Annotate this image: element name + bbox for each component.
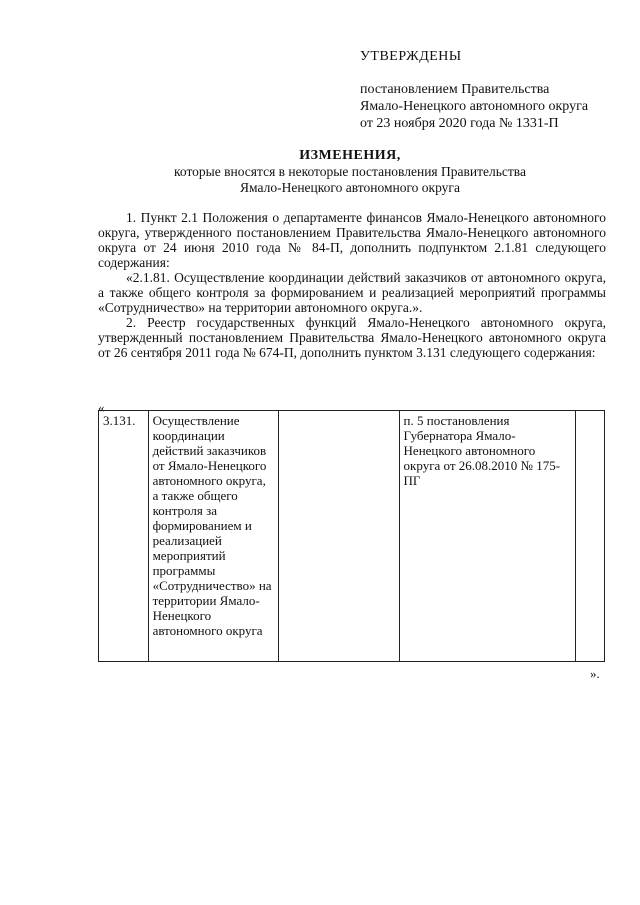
approval-line: от 23 ноября 2020 года № 1331-П	[360, 116, 559, 131]
document-body	[98, 210, 606, 360]
title-sub-line: которые вносятся в некоторые постановления Правительства	[174, 164, 526, 179]
approval-line: постановлением Правительства	[360, 82, 550, 97]
cell-empty	[279, 411, 399, 662]
document-title	[95, 148, 605, 196]
paragraph-1: 1. Пункт 2.1 Положения о департаменте финансов Ямало-Ненецкого автономного округа, утвержденного постановлением Правительства Ямало-Ненецкого автономного округа от 24 июня 2010 года № 84-П, дополнить подпунктом 2.1.81 следующего содержания:	[98, 210, 606, 270]
title-sub-line: Ямало-Ненецкого автономного округа	[240, 180, 460, 195]
paragraph-1-quote: «2.1.81. Осуществление координации действий заказчиков от автономного округа, а также общего контроля за формированием и реализацией мероприятий программы «Сотрудничество» на территории автономного округа.».	[98, 270, 606, 315]
quote-open-mark: «	[98, 400, 105, 415]
quote-close-mark: ».	[590, 666, 600, 681]
cell-empty	[575, 411, 604, 662]
approval-heading: УТВЕРЖДЕНЫ	[360, 49, 462, 64]
approval-line: Ямало-Ненецкого автономного округа	[360, 99, 589, 114]
table-row	[99, 411, 605, 662]
cell-number: 3.131.	[99, 411, 149, 662]
paragraph-2: 2. Реестр государственных функций Ямало-Ненецкого автономного округа, утвержденный постановлением Правительства Ямало-Ненецкого автономного округа от 26 сентября 2011 года № 674-П, дополнить пунктом 3.131 следующего содержания:	[98, 315, 606, 360]
cell-basis: п. 5 постановления Губернатора Ямало-Ненецкого автономного округа от 26.08.2010 № 175-ПГ	[399, 411, 575, 662]
approval-block	[360, 48, 588, 132]
cell-function: Осуществление координации действий заказчиков от Ямало-Ненецкого автономного округа, а также общего контроля за формированием и реализацией мероприятий программы «Сотрудничество» на территории Ямало-Ненецкого автономного округа	[148, 411, 279, 662]
title-main: ИЗМЕНЕНИЯ,	[299, 148, 401, 163]
registry-table	[98, 410, 605, 662]
